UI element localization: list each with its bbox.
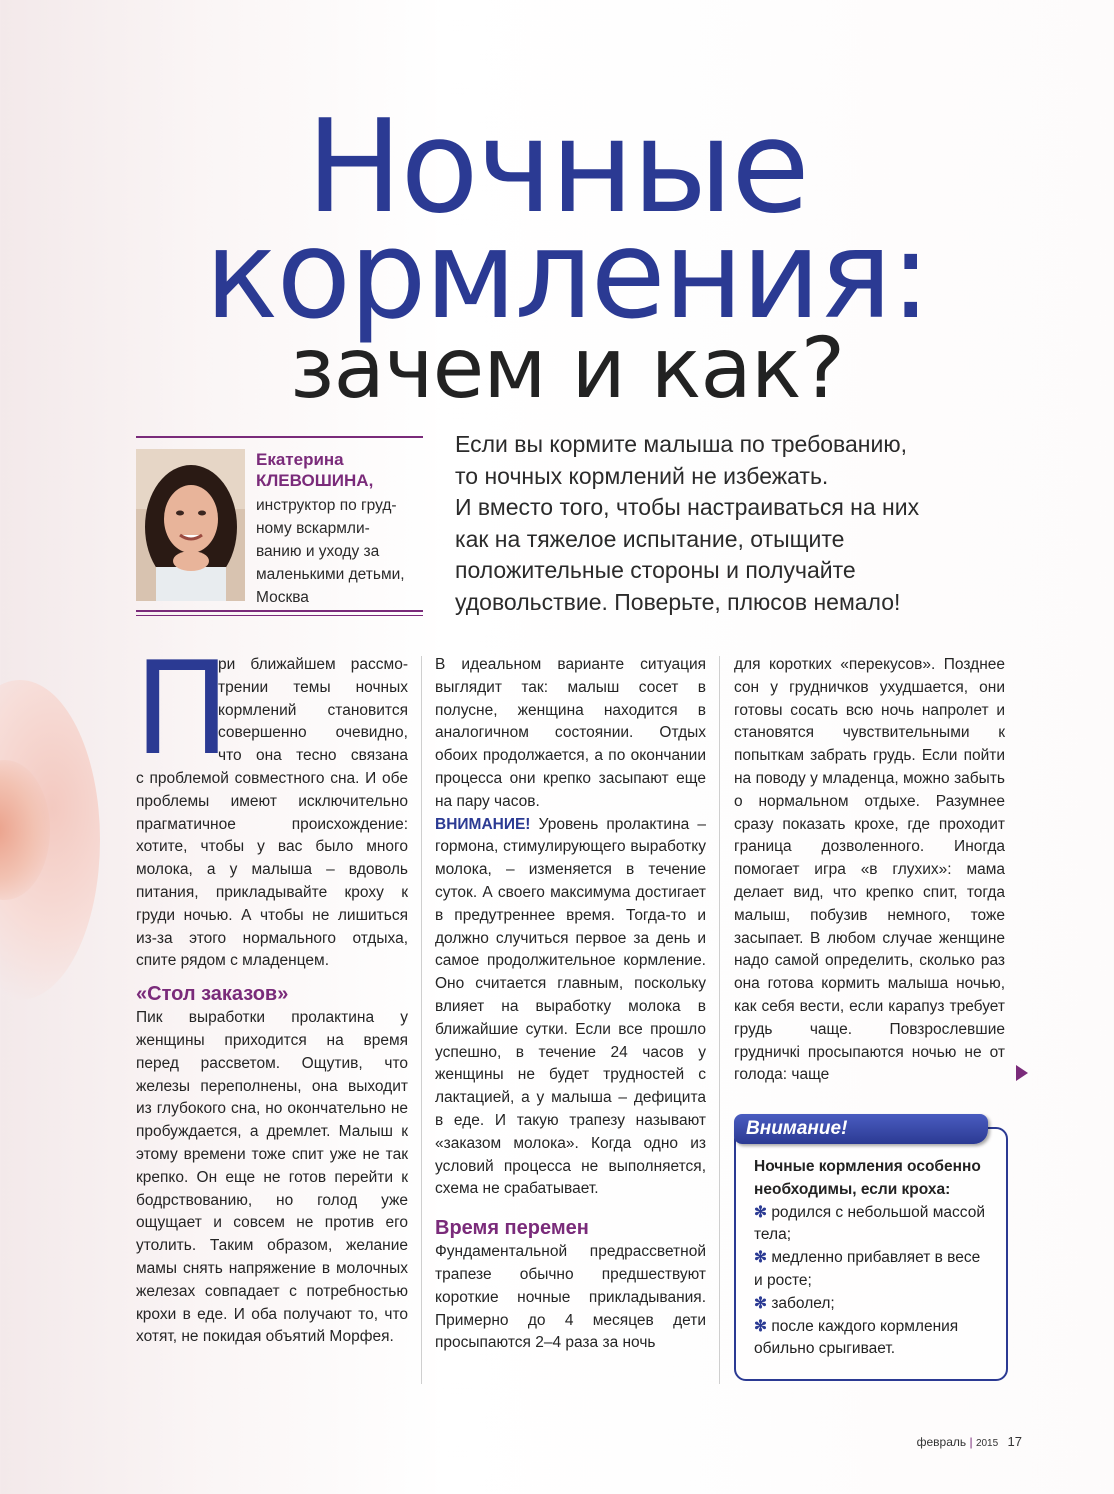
drop-line: что она тесно связана xyxy=(218,747,408,765)
author-desc-line: маленькими детьми, xyxy=(256,566,405,583)
paragraph: с проблемой совместного сна. И обе проблемы имеют исключительно прагматичное происхождение: хотите, чтобы у вас было много молока, а у малыша – вдоволь питания, прикладывайте кроху к груди ночью. А чтобы не лишиться из-за этого нормального отдыха, спите рядом с младенцем. xyxy=(136,770,408,970)
paragraph: для коротких «перекусов». Позднее сон у грудничков ухудшается, они готовы сосать всю ночь напролет и становятся чувствительными к попыткам забрать грудь. Если пойти на поводу у младенца, можно забыть о нормальном отдыхе. Разумнее сразу показать крохе, где проходит граница дозволенного. Иногда помогает игра «в глухих»: мама делает вид, что крепко спит, тогда малыш, побузив немного, тоже засыпает. В любом случае женщине надо самой определить, сколько раз она готова кормить малыша ночью, как себя вести, если карапуз требует грудь чаще. Повзрослевшие грудничкi просыпаются ночью не от голода: чаще xyxy=(734,656,1005,1084)
asterisk-bullet-icon: ✻ xyxy=(754,1249,767,1267)
drop-cap: П xyxy=(134,635,231,784)
lead-line: как на тяжелое испытание, отыщите xyxy=(455,525,845,552)
author-desc-line: ному вскармли- xyxy=(256,520,370,537)
column-3 xyxy=(734,654,1005,1087)
column-1-drop-lines xyxy=(218,654,408,768)
drop-line: ри ближайшем рассмо- xyxy=(218,656,408,673)
lead-line: Если вы кормите малыша по требованию, xyxy=(455,431,907,457)
box-item xyxy=(754,1202,990,1248)
box-item xyxy=(754,1247,990,1293)
attention-box-tab xyxy=(734,1114,988,1144)
drop-line: кормлений становится xyxy=(218,701,408,719)
author-bottom-rule-thin xyxy=(136,615,423,616)
footer-separator: | xyxy=(969,1435,973,1449)
box-item-text: родился с небольшой массой тела; xyxy=(754,1203,985,1244)
box-item xyxy=(754,1316,990,1362)
box-intro: Ночные кормления особенно необходимы, если кроха: xyxy=(754,1158,981,1198)
title-line-2: кормления: xyxy=(204,204,930,346)
author-top-rule xyxy=(136,436,423,438)
column-divider xyxy=(719,656,720,1384)
title-line-1: Ночные xyxy=(306,93,808,242)
author-description xyxy=(256,494,426,609)
author-first-name: Екатерина xyxy=(256,450,344,469)
attention-box-title: Внимание! xyxy=(746,1118,848,1139)
author-last-name: КЛЕВОШИНА, xyxy=(256,471,374,490)
column-divider xyxy=(421,656,422,1384)
lead-line: то ночных кормлений не избежать. xyxy=(455,462,829,489)
paragraph: Фундаментальной предрассветной трапезе обычно предшествуют короткие ночные прикладывания. Примерно до 4 месяцев дети просыпаются 2–4 раза за ночь xyxy=(435,1243,706,1352)
asterisk-bullet-icon: ✻ xyxy=(754,1203,767,1221)
subhead-stol-zakazov: «Стол заказов» xyxy=(136,983,289,1006)
column-2 xyxy=(435,654,706,1355)
column-1 xyxy=(136,768,408,1349)
footer-year: 2015 xyxy=(975,1438,999,1449)
author-desc-line: ванию и уходу за xyxy=(256,543,380,560)
title-line-3: зачем и как? xyxy=(289,319,845,417)
box-item-text: после каждого кормления обильно срыгивает. xyxy=(754,1317,959,1358)
box-item xyxy=(754,1293,990,1316)
asterisk-bullet-icon: ✻ xyxy=(754,1294,767,1312)
lead-paragraph xyxy=(455,429,1015,618)
author-photo xyxy=(136,449,245,601)
page-footer xyxy=(917,1434,1022,1449)
footer-month: февраль xyxy=(916,1435,967,1449)
author-bottom-rule xyxy=(136,610,423,612)
continue-arrow-icon xyxy=(1016,1065,1028,1081)
drop-line: совершенно очевидно, xyxy=(218,724,408,742)
page-number: 17 xyxy=(1007,1434,1022,1449)
lead-line: положительные стороны и получайте xyxy=(455,557,856,583)
attention-box-body xyxy=(754,1156,990,1361)
paragraph-text: Уровень пролактина – гормона, стимулирующего выработку молока, – изменяется в течение суток. А своего максимума достигает в предутреннее время. Тогда-то и должно случиться первое за день и самое продолжительное кормление. Оно считается главным, поскольку влияет на выработку молока в ближайшие сутки. Если все прошло успешно, в течение 24 часов у женщины не будет трудностей с лактацией, а у малыша – дефицита в еде. И такую трапезу называют «заказом молока». Когда одно из условий процесса не выполняется, схема не срабатывает. xyxy=(435,815,706,1198)
author-desc-line: инструктор по груд- xyxy=(256,497,397,514)
paragraph: В идеальном варианте ситуация выглядит так: малыш сосет в полусне, женщина находится в аналогичном состоянии. Отдых обоих продолжается, а по окончании процесса они крепко засыпают еще на пару часов. xyxy=(435,656,706,810)
box-item-text: медленно прибавляет в весе и росте; xyxy=(754,1249,981,1289)
box-item-text: заболел; xyxy=(771,1294,835,1312)
attention-label: ВНИМАНИЕ! xyxy=(435,815,531,833)
drop-line: трении темы ночных xyxy=(218,678,408,696)
asterisk-bullet-icon: ✻ xyxy=(754,1317,767,1335)
paragraph xyxy=(435,814,706,1202)
lead-line: И вместо того, чтобы настраиваться на них xyxy=(455,494,920,520)
paragraph: Пик выработки пролактина у женщины приходится на время перед рассветом. Ощутив, что железы переполнены, она выходит из глубокого сна, но окончательно не пробуждается, а дремлет. Малыш к этому времени тоже спит уже не так крепко. Он еще не готов перейти к бодрствованию, но голод уже ощущает и совсем не против его утолить. Таким образом, желание мамы снять напряжение в молочных железах совпадает с потребностью крохи в еде. И оба получают то, что хотят, не покидая объятий Морфея. xyxy=(136,1009,408,1346)
lead-line: удовольствие. Поверьте, плюсов немало! xyxy=(455,588,901,615)
author-desc-line: Москва xyxy=(256,589,309,606)
subhead-vremya-peremen: Время перемен xyxy=(435,1217,589,1240)
